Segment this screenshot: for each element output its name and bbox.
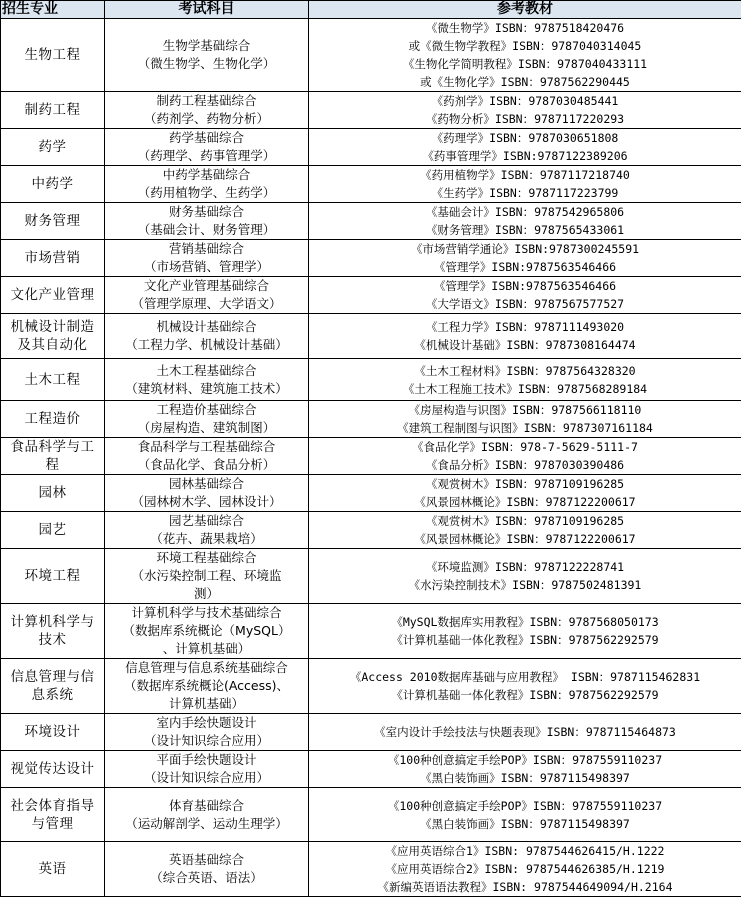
book-entry: 《水污染控制技术》ISBN：9787502481391 <box>311 576 739 594</box>
subject-line: （设计知识综合应用） <box>107 769 306 787</box>
subject-line: 测） <box>107 585 306 603</box>
reference-books-cell <box>309 166 741 203</box>
book-entry: 《药事管理学》ISBN:9787122389206 <box>311 147 739 165</box>
table-body <box>1 19 741 897</box>
book-entry: 《药剂学》ISBN：9787030485441 <box>311 92 739 110</box>
subject-line: （数据库系统概论(Access)、 <box>107 677 306 695</box>
reference-books-cell <box>309 659 741 714</box>
book-entry: 《Access 2010数据库基础与应用教程》 ISBN：9787115462831 <box>311 668 739 686</box>
book-entry: 《工程力学》ISBN：9787111493020 <box>311 318 739 336</box>
table-row <box>1 604 741 659</box>
major-line: 计算机科学与 <box>3 613 102 631</box>
book-entry: 《观赏树木》ISBN：9787109196285 <box>311 475 739 493</box>
subject-cell <box>105 475 309 512</box>
table-row <box>1 359 741 401</box>
major-cell <box>1 714 105 751</box>
reference-books-cell <box>309 751 741 788</box>
major-line: 工程造价 <box>3 410 102 428</box>
subject-line: （园林树木学、园林设计） <box>107 493 306 511</box>
subject-line: 环境工程基础综合 <box>107 549 306 567</box>
subject-cell <box>105 751 309 788</box>
major-line: 英语 <box>3 860 102 878</box>
subject-cell <box>105 203 309 240</box>
table-row <box>1 788 741 842</box>
subject-line: （市场营销、管理学） <box>107 258 306 276</box>
book-entry: 或《生物化学》ISBN：9787562290445 <box>311 73 739 91</box>
subject-line: （房屋构造、建筑制图） <box>107 419 306 437</box>
subject-line: （综合英语、语法） <box>107 869 306 887</box>
book-entry: 《土木工程材料》ISBN：9787564328320 <box>311 362 739 380</box>
reference-books-cell <box>309 714 741 751</box>
subject-line: （微生物学、生物化学） <box>107 55 306 73</box>
major-cell <box>1 166 105 203</box>
subject-cell <box>105 512 309 549</box>
table-row <box>1 19 741 92</box>
book-entry: 《基础会计》ISBN：9787542965806 <box>311 203 739 221</box>
major-line: 环境工程 <box>3 567 102 585</box>
book-entry: 《生物化学简明教程》ISBN：9787040433111 <box>311 55 739 73</box>
major-line: 息系统 <box>3 686 102 704</box>
subject-line: 财务基础综合 <box>107 203 306 221</box>
major-line: 机械设计制造 <box>3 318 102 336</box>
reference-books-cell <box>309 842 741 897</box>
subject-cell <box>105 788 309 842</box>
header-subject: 考试科目 <box>105 1 309 19</box>
book-entry: 《黑白装饰画》ISBN：9787115498397 <box>311 769 739 787</box>
table-row <box>1 842 741 897</box>
table-row <box>1 438 741 475</box>
subject-cell <box>105 314 309 359</box>
subject-line: 室内手绘快题设计 <box>107 714 306 732</box>
major-line: 环境设计 <box>3 723 102 741</box>
subject-line: 英语基础综合 <box>107 851 306 869</box>
major-cell <box>1 401 105 438</box>
subject-line: 药学基础综合 <box>107 129 306 147</box>
major-cell <box>1 277 105 314</box>
subject-line: （管理学原理、大学语文） <box>107 295 306 313</box>
major-line: 市场营销 <box>3 249 102 267</box>
table-row <box>1 549 741 604</box>
book-entry: 《100种创意搞定手绘POP》ISBN：9787559110237 <box>311 751 739 769</box>
major-line: 财务管理 <box>3 212 102 230</box>
major-line: 与管理 <box>3 815 102 833</box>
major-cell <box>1 359 105 401</box>
major-line: 生物工程 <box>3 46 102 64</box>
subject-cell <box>105 604 309 659</box>
subject-line: 平面手绘快题设计 <box>107 751 306 769</box>
subject-line: （药理学、药事管理学） <box>107 147 306 165</box>
subject-line: （药用植物学、生药学） <box>107 184 306 202</box>
header-books: 参考教材 <box>309 1 741 19</box>
reference-books-cell <box>309 604 741 659</box>
book-entry: 《土木工程施工技术》ISBN：9787568289184 <box>311 380 739 398</box>
major-line: 食品科学与工 <box>3 438 102 456</box>
table-row <box>1 475 741 512</box>
major-line: 社会体育指导 <box>3 797 102 815</box>
reference-books-cell <box>309 92 741 129</box>
subject-cell <box>105 359 309 401</box>
subject-line: 信息管理与信息系统基础综合 <box>107 659 306 677</box>
table-row <box>1 512 741 549</box>
book-entry: 《药理学》ISBN：9787030651808 <box>311 129 739 147</box>
subject-line: 土木工程基础综合 <box>107 362 306 380</box>
major-cell <box>1 549 105 604</box>
book-entry: 《大学语文》ISBN：9787567577527 <box>311 295 739 313</box>
major-line: 及其自动化 <box>3 336 102 354</box>
subject-line: 、计算机基础） <box>107 640 306 658</box>
major-cell <box>1 475 105 512</box>
subject-line: 中药学基础综合 <box>107 166 306 184</box>
book-entry: 《财务管理》ISBN：9787565433061 <box>311 221 739 239</box>
book-entry: 《药用植物学》ISBN：9787117218740 <box>311 166 739 184</box>
subject-cell <box>105 549 309 604</box>
header-row <box>1 1 741 19</box>
subject-line: （设计知识综合应用） <box>107 732 306 750</box>
major-cell <box>1 438 105 475</box>
reference-books-cell <box>309 512 741 549</box>
subject-line: （工程力学、机械设计基础） <box>107 336 306 354</box>
subject-line: 园艺基础综合 <box>107 512 306 530</box>
book-entry: 《管理学》ISBN:9787563546466 <box>311 258 739 276</box>
subject-line: 生物学基础综合 <box>107 37 306 55</box>
major-cell <box>1 92 105 129</box>
header-major: 招生专业 <box>1 1 105 19</box>
major-line: 视觉传达设计 <box>3 760 102 778</box>
subject-line: （运动解剖学、运动生理学） <box>107 815 306 833</box>
book-entry: 《观赏树木》ISBN：9787109196285 <box>311 512 739 530</box>
subject-line: （药剂学、药物分析） <box>107 110 306 128</box>
subject-cell <box>105 659 309 714</box>
reference-books-cell <box>309 203 741 240</box>
major-cell <box>1 604 105 659</box>
book-entry: 或《微生物学教程》ISBN：9787040314045 <box>311 37 739 55</box>
book-entry: 《MySQL数据库实用教程》ISBN：9787568050173 <box>311 613 739 631</box>
subject-cell <box>105 92 309 129</box>
reference-books-cell <box>309 401 741 438</box>
subject-line: 文化产业管理基础综合 <box>107 277 306 295</box>
subject-line: 体育基础综合 <box>107 797 306 815</box>
table-row <box>1 129 741 166</box>
reference-books-cell <box>309 475 741 512</box>
table-row <box>1 314 741 359</box>
table-row <box>1 240 741 277</box>
major-line: 药学 <box>3 138 102 156</box>
major-cell <box>1 788 105 842</box>
table-row <box>1 714 741 751</box>
book-entry: 《100种创意搞定手绘POP》ISBN：9787559110237 <box>311 797 739 815</box>
reference-books-cell <box>309 277 741 314</box>
table-row <box>1 277 741 314</box>
major-line: 技术 <box>3 631 102 649</box>
book-entry: 《食品化学》ISBN：978-7-5629-5111-7 <box>311 438 739 456</box>
book-entry: 《微生物学》ISBN：9787518420476 <box>311 19 739 37</box>
reference-books-cell <box>309 314 741 359</box>
subject-line: 园林基础综合 <box>107 475 306 493</box>
reference-books-cell <box>309 788 741 842</box>
subject-line: （建筑材料、建筑施工技术） <box>107 380 306 398</box>
subject-line: 食品科学与工程基础综合 <box>107 438 306 456</box>
subject-cell <box>105 714 309 751</box>
subject-cell <box>105 166 309 203</box>
book-entry: 《计算机基础一体化教程》ISBN：9787562292579 <box>311 631 739 649</box>
table-row <box>1 751 741 788</box>
subject-cell <box>105 240 309 277</box>
table-row <box>1 401 741 438</box>
book-entry: 《新编英语语法教程》ISBN: 9787544649094/H.2164 <box>311 878 739 896</box>
book-entry: 《黑白装饰画》ISBN：9787115498397 <box>311 815 739 833</box>
book-entry: 《生药学》ISBN：9787117223799 <box>311 184 739 202</box>
subject-line: 机械设计基础综合 <box>107 318 306 336</box>
book-entry: 《建筑工程制图与识图》ISBN：9787307161184 <box>311 419 739 437</box>
major-line: 信息管理与信 <box>3 668 102 686</box>
major-cell <box>1 203 105 240</box>
major-line: 园林 <box>3 484 102 502</box>
major-line: 文化产业管理 <box>3 286 102 304</box>
major-cell <box>1 129 105 166</box>
major-cell <box>1 314 105 359</box>
subject-line: （基础会计、财务管理） <box>107 221 306 239</box>
reference-books-cell <box>309 359 741 401</box>
subject-cell <box>105 438 309 475</box>
book-entry: 《风景园林概论》ISBN：9787122200617 <box>311 493 739 511</box>
major-cell <box>1 751 105 788</box>
table-row <box>1 92 741 129</box>
reference-books-cell <box>309 240 741 277</box>
reference-books-cell <box>309 19 741 92</box>
major-cell <box>1 659 105 714</box>
book-entry: 《管理学》ISBN:9787563546466 <box>311 277 739 295</box>
major-line: 园艺 <box>3 521 102 539</box>
major-cell <box>1 512 105 549</box>
major-line: 程 <box>3 456 102 474</box>
book-entry: 《房屋构造与识图》ISBN：9787566118110 <box>311 401 739 419</box>
major-line: 中药学 <box>3 175 102 193</box>
major-line: 制药工程 <box>3 101 102 119</box>
subject-cell <box>105 19 309 92</box>
book-entry: 《市场营销学通论》ISBN:9787300245591 <box>311 240 739 258</box>
major-line: 土木工程 <box>3 371 102 389</box>
subject-line: 营销基础综合 <box>107 240 306 258</box>
subject-line: （水污染控制工程、环境监 <box>107 567 306 585</box>
major-cell <box>1 240 105 277</box>
subject-cell <box>105 401 309 438</box>
subject-line: 计算机基础） <box>107 695 306 713</box>
reference-books-cell <box>309 549 741 604</box>
subject-line: （数据库系统概论（MySQL） <box>107 622 306 640</box>
major-cell <box>1 19 105 92</box>
subject-line: （花卉、蔬果栽培） <box>107 530 306 548</box>
book-entry: 《机械设计基础》ISBN：9787308164474 <box>311 336 739 354</box>
book-entry: 《环境监测》ISBN：9787122228741 <box>311 558 739 576</box>
subject-line: 制药工程基础综合 <box>107 92 306 110</box>
table-row <box>1 166 741 203</box>
book-entry: 《应用英语综合1》ISBN: 9787544626415/H.1222 <box>311 842 739 860</box>
table-row <box>1 659 741 714</box>
subject-line: 工程造价基础综合 <box>107 401 306 419</box>
subject-cell <box>105 842 309 897</box>
book-entry: 《食品分析》ISBN：9787030390486 <box>311 456 739 474</box>
subject-cell <box>105 129 309 166</box>
book-entry: 《计算机基础一体化教程》ISBN：9787562292579 <box>311 686 739 704</box>
book-entry: 《药物分析》ISBN：9787117220293 <box>311 110 739 128</box>
table-row <box>1 203 741 240</box>
reference-books-cell <box>309 438 741 475</box>
subject-line: 计算机科学与技术基础综合 <box>107 604 306 622</box>
subject-line: （食品化学、食品分析） <box>107 456 306 474</box>
subject-cell <box>105 277 309 314</box>
reference-books-cell <box>309 129 741 166</box>
book-entry: 《应用英语综合2》ISBN: 9787544626385/H.1219 <box>311 860 739 878</box>
book-entry: 《风景园林概论》ISBN：9787122200617 <box>311 530 739 548</box>
major-cell <box>1 842 105 897</box>
book-entry: 《室内设计手绘技法与快题表现》ISBN：9787115464873 <box>311 723 739 741</box>
